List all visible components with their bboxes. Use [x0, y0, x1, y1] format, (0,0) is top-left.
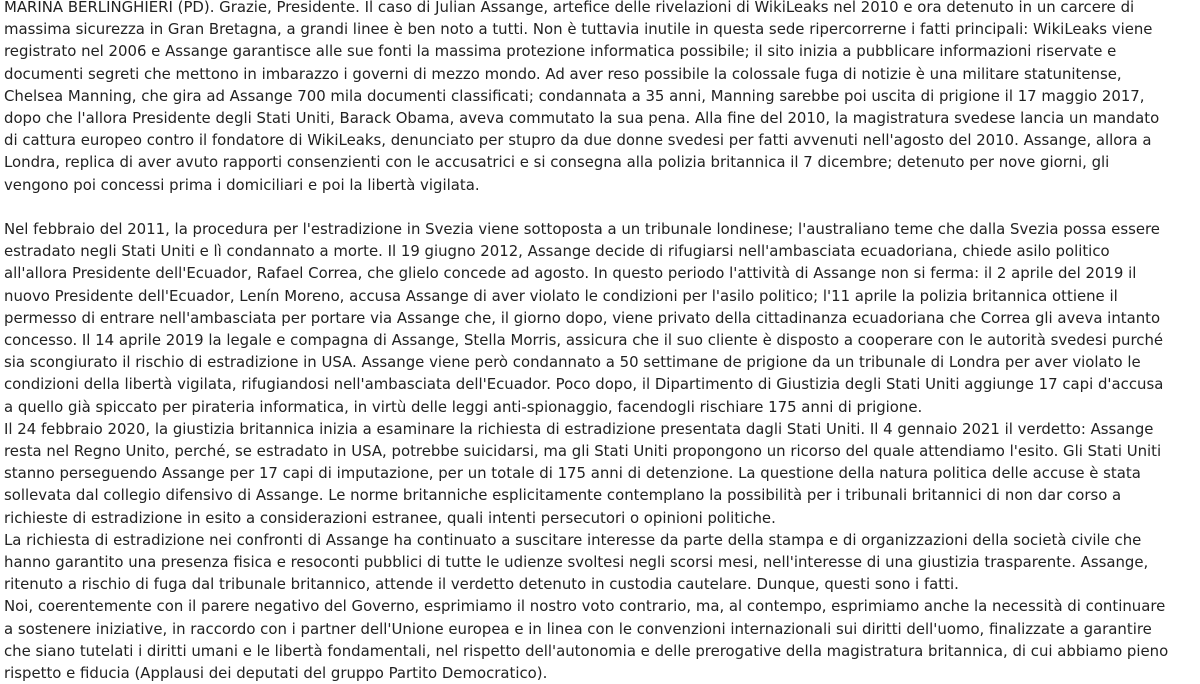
paragraph-press-interest: La richiesta di estradizione nei confronti di Assange ha continuato a suscitare interesse da parte della stampa e di organizzazioni della società civile che hanno garantito una presenza fisica e resoconti pubblici di tutte le udienze svoltesi negli scorsi mesi, nell'interesse di una giustizia trasparente. Assange, ritenuto a rischio di fuga dal tribunale britannico, attende il verdetto detenuto in custodia cautelare. Dunque, questi sono i fatti. — [4, 530, 1149, 594]
paragraph-extradition-history: Nel febbraio del 2011, la procedura per l'estradizione in Svezia viene sottoposta a un tribunale londinese; l'australiano teme che dalla Svezia possa essere estradato negli Stati Uniti e lì condannato a morte. Il 19 giugno 2012, Assange decide di rifugiarsi nell'ambasciata ecuadoriana, chiede asilo politico all'allora Presidente dell'Ecuador, Rafael Correa, che glielo concede ad agosto. In questo periodo l'attività di Assange non si ferma: il 2 aprile del 2019 il nuovo Presidente dell'Ecuador, Lenín Moreno, accusa Assange di aver violato le condizioni per l'asilo politico; l'11 aprile la polizia britannica ottiene il permesso di entrare nell'ambasciata per portare via Assange che, il giorno dopo, viene privato della cittadinanza ecuadoriana che Correa gli aveva intanto concesso. Il 14 aprile 2019 la legale e compagna di Assange, Stella Morris, assicura che il suo cliente è disposto a cooperare con le autorità svedesi purché sia scongiurato il rischio di estradizione in USA. Assange viene però condannato a 50 settimane de prigione da un tribunale di Londra per aver violato le condizioni della libertà vigilata, rifugiandosi nell'ambasciata dell'Ecuador. Poco dopo, il Dipartimento di Giustizia degli Stati Uniti aggiunge 17 capi d'accusa a quello già spiccato per pirateria informatica, in virtù delle leggi anti-spionaggio, facendogli rischiare 175 anni di prigione. — [4, 220, 1164, 416]
paragraph-vote-statement: Noi, coerentemente con il parere negativo del Governo, esprimiamo il nostro voto contrario, ma, al contempo, esprimiamo anche la necessità di continuare a sostenere iniziative, in raccordo con i partner dell'Unione europea e in linea con le convenzioni internazionali sui diritti dell'uomo, finalizzate a garantire che siano tutelati i diritti umani e le libertà fondamentali, nel rispetto dell'autonomia e delle prerogative della magistratura britannica, di cui abbiamo pieno rispetto e fiducia (Applausi dei deputati del gruppo Partito Democratico). — [4, 597, 1169, 683]
paragraph-spacer — [4, 196, 1174, 218]
paragraph-trial-2020: Il 24 febbraio 2020, la giustizia britannica inizia a esaminare la richiesta di estradizione presentata dagli Stati Uniti. Il 4 gennaio 2021 il verdetto: Assange resta nel Regno Unito, perché, se estradato in USA, potrebbe suicidarsi, ma gli Stati Uniti propongono un ricorso del quale attendiamo l'esito. Gli Stati Uniti stanno perseguendo Assange per 17 capi di imputazione, per un totale di 175 anni di detenzione. La questione della natura politica delle accuse è stata sollevata dal collegio difensivo di Assange. Le norme britanniche esplicitamente contemplano la possibilità per i tribunali britannici di non dar corso a richieste di estradizione in esito a considerazioni estranee, quali intenti persecutori o opinioni politiche. — [4, 419, 1162, 527]
paragraph-intro: MARINA BERLINGHIERI (PD). Grazie, Presidente. Il caso di Julian Assange, artefice delle rivelazioni di WikiLeaks nel 2010 e ora detenuto in un carcere di massima sicurezza in Gran Bretagna, a grandi linee è ben noto a tutti. Non è tuttavia inutile in questa sede ripercorrerne i fatti principali: WikiLeaks viene registrato nel 2006 e Assange garantisce alle sue fonti la massima protezione informatica possibile; il sito inizia a pubblicare informazioni riservate e documenti segreti che mettono in imbarazzo i governi di mezzo mondo. Ad aver reso possibile la colossale fuga di notizie è una militare statunitense, Chelsea Manning, che gira ad Assange 700 mila documenti classificati; condannata a 35 anni, Manning sarebbe poi uscita di prigione il 17 maggio 2017, dopo che l'allora Presidente degli Stati Uniti, Barack Obama, aveva commutato la sua pena. Alla fine del 2010, la magistratura svedese lancia un mandato di cattura europeo contro il fondatore di WikiLeaks, denunciato per stupro da due donne svedesi per fatti avvenuti nell'agosto del 2010. Assange, allora a Londra, replica di aver avuto rapporti consenzienti con le accusatrici e si consegna alla polizia britannica il 7 dicembre; detenuto per nove giorni, gli vengono poi concessi prima i domiciliari e poi la libertà vigilata. — [4, 0, 1160, 194]
